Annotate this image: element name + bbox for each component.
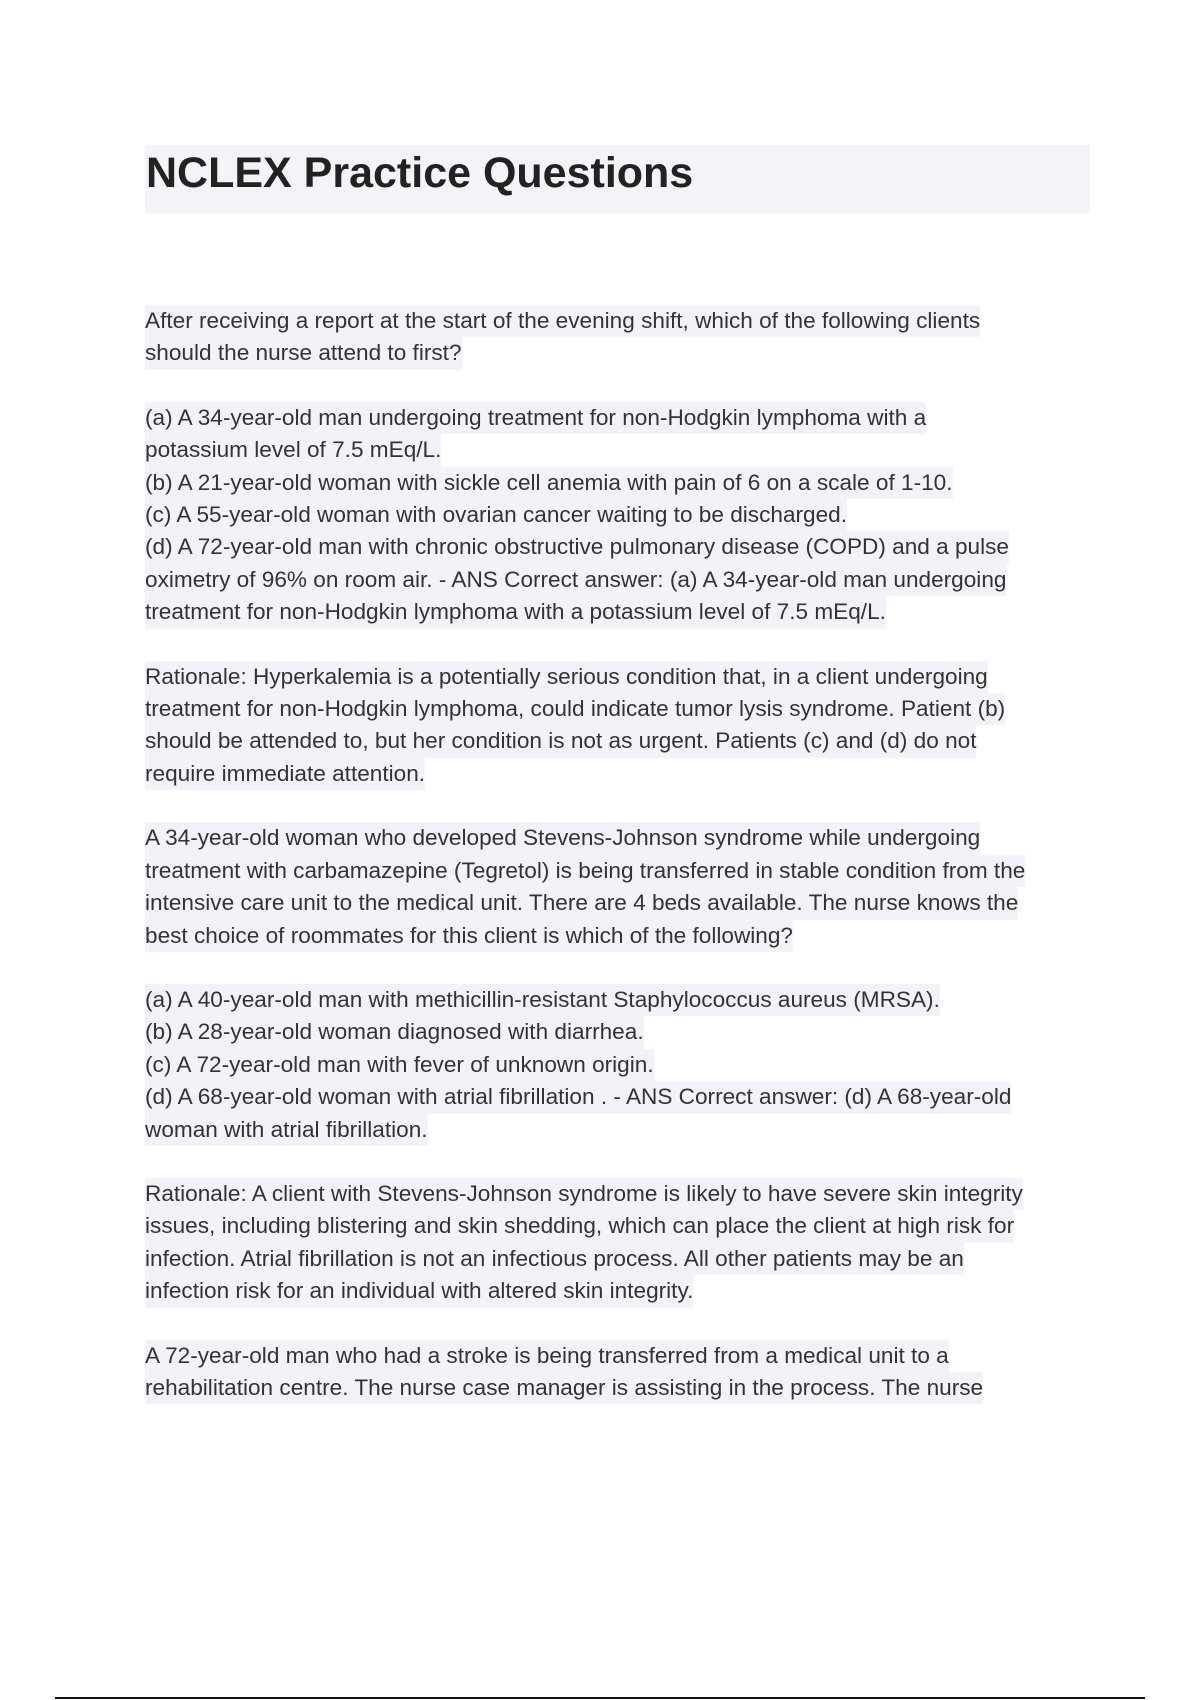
text-line: Rationale: Hyperkalemia is a potentially serious condition that, in a client undergoing bbox=[145, 661, 988, 693]
text-line: should the nurse attend to first? bbox=[145, 337, 462, 369]
text-line: oximetry of 96% on room air. - ANS Correct answer: (a) A 34-year-old man undergoing bbox=[145, 564, 1006, 596]
footer-divider bbox=[55, 1697, 1145, 1699]
text-line: (b) A 21-year-old woman with sickle cell anemia with pain of 6 on a scale of 1-10. bbox=[145, 467, 953, 499]
question-1-rationale bbox=[145, 661, 1095, 791]
text-line: (d) A 72-year-old man with chronic obstructive pulmonary disease (COPD) and a pulse bbox=[145, 531, 1009, 563]
text-line: treatment with carbamazepine (Tegretol) is being transferred in stable condition from the bbox=[145, 855, 1025, 887]
text-line: require immediate attention. bbox=[145, 758, 425, 790]
text-line: woman with atrial fibrillation. bbox=[145, 1114, 428, 1146]
question-2-rationale bbox=[145, 1178, 1095, 1308]
text-line: A 34-year-old woman who developed Stevens-Johnson syndrome while undergoing bbox=[145, 822, 980, 854]
text-line: treatment for non-Hodgkin lymphoma, could indicate tumor lysis syndrome. Patient (b) bbox=[145, 693, 1005, 725]
question-1-stem bbox=[145, 305, 1095, 370]
text-line: (c) A 72-year-old man with fever of unknown origin. bbox=[145, 1049, 654, 1081]
text-line: treatment for non-Hodgkin lymphoma with a potassium level of 7.5 mEq/L. bbox=[145, 596, 886, 628]
text-line: potassium level of 7.5 mEq/L. bbox=[145, 434, 441, 466]
text-line: best choice of roommates for this client is which of the following? bbox=[145, 920, 793, 952]
text-line: infection risk for an individual with altered skin integrity. bbox=[145, 1275, 693, 1307]
document-body bbox=[145, 305, 1095, 1436]
text-line: A 72-year-old man who had a stroke is being transferred from a medical unit to a bbox=[145, 1340, 949, 1372]
page-title: NCLEX Practice Questions bbox=[146, 149, 694, 197]
text-line: (d) A 68-year-old woman with atrial fibrillation . - ANS Correct answer: (d) A 68-year-old bbox=[145, 1081, 1011, 1113]
text-line: (a) A 34-year-old man undergoing treatment for non-Hodgkin lymphoma with a bbox=[145, 402, 926, 434]
text-line: Rationale: A client with Stevens-Johnson syndrome is likely to have severe skin integrity bbox=[145, 1178, 1023, 1210]
text-line: issues, including blistering and skin shedding, which can place the client at high risk for bbox=[145, 1210, 1014, 1242]
question-2-options bbox=[145, 984, 1095, 1146]
question-2-stem bbox=[145, 822, 1095, 952]
text-line: (b) A 28-year-old woman diagnosed with diarrhea. bbox=[145, 1016, 644, 1048]
question-3-stem bbox=[145, 1340, 1095, 1405]
text-line: (a) A 40-year-old man with methicillin-resistant Staphylococcus aureus (MRSA). bbox=[145, 984, 940, 1016]
text-line: rehabilitation centre. The nurse case manager is assisting in the process. The nurse bbox=[145, 1372, 983, 1404]
text-line: should be attended to, but her condition is not as urgent. Patients (c) and (d) do not bbox=[145, 725, 976, 757]
text-line: (c) A 55-year-old woman with ovarian cancer waiting to be discharged. bbox=[145, 499, 847, 531]
question-1-options bbox=[145, 402, 1095, 629]
text-line: infection. Atrial fibrillation is not an infectious process. All other patients may be an bbox=[145, 1243, 964, 1275]
text-line: intensive care unit to the medical unit. There are 4 beds available. The nurse knows the bbox=[145, 887, 1018, 919]
text-line: After receiving a report at the start of the evening shift, which of the following clients bbox=[145, 305, 980, 337]
